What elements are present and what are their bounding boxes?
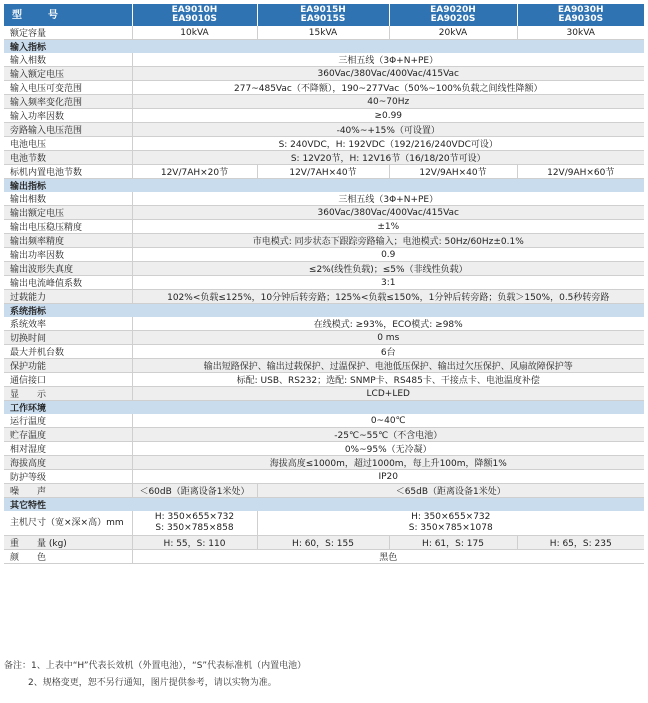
row-label: 运行温度 [4,414,132,428]
row-value [132,317,644,331]
model-header [132,4,257,26]
row-value [517,536,644,550]
row-value [132,26,257,40]
table-row [4,248,644,262]
row-value-text: 360Vac/380Vac/400Vac/415Vac [317,207,459,218]
table-row [4,234,644,248]
model-header-text: EA9030H EA9030S [557,5,604,24]
row-value [132,262,644,276]
row-value-text: 标配: USB、RS232；选配: SNMP卡、RS485卡、干接点卡、电池温度补偿 [236,376,540,386]
table-row [4,317,644,331]
row-value [132,53,644,67]
row-value-text: 0.9 [381,249,396,260]
row-label: 切换时间 [4,331,132,345]
row-value-text: H: 350×655×732 S: 350×785×858 [154,512,235,533]
table-row [4,26,644,40]
row-label: 显 示 [4,387,132,401]
row-value-text: 12V/7AH×20节 [160,168,229,178]
row-value-text: IP20 [378,471,399,482]
section-header [4,40,644,54]
table-row [4,137,644,151]
section-title: 系统指标 [4,304,644,318]
row-value-text: 102%<负载≤125%，10分钟后转旁路；125%<负载≤150%，1分钟后转旁路；负载＞150%，0.5秒转旁路 [167,293,610,303]
row-value [132,81,644,95]
row-value-text: 0 ms [377,332,400,343]
row-label: 海拔高度 [4,456,132,470]
row-label: 最大并机台数 [4,345,132,359]
row-value [257,165,389,179]
footnote-2: 2、规格变更，恕不另行通知，图片提供参考，请以实物为准。 [28,678,277,688]
row-value [132,428,644,442]
row-value-text: ±1% [377,221,400,232]
row-value-text: H: 61，S: 175 [422,539,484,549]
table-row [4,109,644,123]
row-label: 主机尺寸（宽×深×高）mm [4,511,132,536]
row-value-text: 277~485Vac（不降额），190~277Vac（50%~100%负载之间线性降额） [234,84,543,94]
section-header [4,304,644,318]
section-title: 其它特性 [4,498,644,512]
row-label: 重 量 (kg) [4,536,132,550]
row-value [132,192,644,206]
section-header [4,179,644,193]
row-value [132,331,644,345]
row-value-text: 6台 [380,348,396,358]
row-label: 输入功率因数 [4,109,132,123]
table-row [4,359,644,373]
section-header [4,498,644,512]
row-value-text: 12V/9AH×60节 [547,168,615,178]
row-value-text: 20kVA [438,27,468,38]
table-row [4,373,644,387]
table-row [4,345,644,359]
table-row [4,290,644,304]
row-label: 输入额定电压 [4,67,132,81]
model-header-text: EA9020H EA9020S [430,5,476,24]
row-value-text: 在线模式: ≥93%，ECO模式: ≥98% [313,320,463,330]
row-value [257,536,389,550]
row-value [132,345,644,359]
row-value [132,442,644,456]
row-value [132,234,644,248]
header-row [4,4,644,26]
row-label: 输出额定电压 [4,206,132,220]
row-value-text: 0~40℃ [370,415,406,426]
row-value-text: H: 65，S: 235 [549,539,612,549]
row-value-text: -40%~+15%（可设置） [336,126,440,136]
row-label: 电池电压 [4,137,132,151]
row-value [132,220,644,234]
row-value-text: 360Vac/380Vac/400Vac/415Vac [317,68,459,79]
row-value [132,359,644,373]
row-label: 输出频率精度 [4,234,132,248]
row-value [257,511,644,536]
table-row [4,276,644,290]
row-value-text: H: 60，S: 155 [292,539,354,549]
row-label: 系统效率 [4,317,132,331]
table-row [4,151,644,165]
model-header [389,4,517,26]
row-label: 标机内置电池节数 [4,165,132,179]
row-value-text: ≥0.99 [374,110,403,121]
table-row [4,511,644,536]
row-value [132,123,644,137]
table-row [4,536,644,550]
table-row [4,331,644,345]
row-value-text: 海拔高度≤1000m，超过1000m，每上升100m，降额1% [269,459,507,469]
row-value [132,206,644,220]
row-value [132,470,644,484]
row-value-text: 黑色 [379,553,398,563]
table-row [4,484,644,498]
table-row [4,442,644,456]
row-value [389,26,517,40]
row-value [132,414,644,428]
row-value-text: 12V/9AH×40节 [419,168,487,178]
row-label: 输出功率因数 [4,248,132,262]
row-value-text: H: 350×655×732 S: 350×785×1078 [408,512,493,533]
row-label: 输出相数 [4,192,132,206]
row-label: 颜 色 [4,550,132,564]
table-row [4,206,644,220]
row-value-text: 40~70Hz [367,96,410,107]
row-value [132,67,644,81]
row-label: 输出波形失真度 [4,262,132,276]
row-value-text: 0%~95%（无冷凝） [344,445,432,455]
row-label: 电池节数 [4,151,132,165]
row-label: 输入电压可变范围 [4,81,132,95]
row-value-text: S: 240VDC，H: 192VDC（192/216/240VDC可设） [278,140,498,150]
row-value-text: ≤2%(线性负载)；≤5%（非线性负载） [308,265,468,275]
section-title: 输入指标 [4,40,644,54]
row-value-text: 三相五线（3Φ+N+PE） [338,195,439,205]
row-value [132,109,644,123]
spec-table-body [4,4,644,564]
row-value [389,536,517,550]
row-label: 贮存温度 [4,428,132,442]
row-value [132,456,644,470]
row-label: 输入相数 [4,53,132,67]
section-header [4,401,644,415]
row-label: 输入频率变化范围 [4,95,132,109]
table-row [4,123,644,137]
row-value [132,484,257,498]
model-header-text: EA9010H EA9010S [171,5,218,24]
model-header-text: EA9015H EA9015S [300,5,346,24]
row-value [132,248,644,262]
row-value [389,165,517,179]
model-header [517,4,644,26]
row-value [132,137,644,151]
row-value-text: 三相五线（3Φ+N+PE） [338,56,439,66]
row-label: 保护功能 [4,359,132,373]
row-value [132,511,257,536]
row-value-text: 输出短路保护、输出过载保护、过温保护、电池低压保护、输出过欠压保护、风扇故障保护等 [203,362,573,372]
row-value [132,276,644,290]
table-row [4,95,644,109]
section-title: 工作环境 [4,401,644,415]
row-value [257,26,389,40]
row-value-text: 12V/7AH×40节 [289,168,357,178]
row-value-text: 市电模式: 同步状态下跟踪旁路输入；电池模式: 50Hz/60Hz±0.1% [252,237,524,247]
row-value [132,290,644,304]
table-row [4,67,644,81]
row-value-text: 30kVA [566,27,595,38]
row-value [517,165,644,179]
table-row [4,470,644,484]
model-header [257,4,389,26]
row-value [132,550,644,564]
spec-table [4,4,644,564]
row-value [132,151,644,165]
table-row [4,414,644,428]
row-label: 输出电压稳压精度 [4,220,132,234]
row-value-text: 15kVA [308,27,338,38]
row-value [132,373,644,387]
type-header: 型 号 [4,4,132,26]
row-value-text: S: 12V20节，H: 12V16节（16/18/20节可设） [290,154,486,164]
row-label: 通信接口 [4,373,132,387]
table-row [4,428,644,442]
row-value-text: -25℃~55℃（不含电池） [334,431,443,441]
row-value [132,387,644,401]
table-row [4,550,644,564]
table-row [4,81,644,95]
table-row [4,165,644,179]
table-row [4,456,644,470]
section-title: 输出指标 [4,179,644,193]
row-label: 防护等级 [4,470,132,484]
row-value [257,484,644,498]
row-value [517,26,644,40]
row-label: 旁路输入电压范围 [4,123,132,137]
row-label: 输出电流峰值系数 [4,276,132,290]
footnote-1: 备注：1、上表中“H”代表长效机（外置电池），“S”代表标准机（内置电池） [4,661,307,671]
row-value-text: 10kVA [180,27,209,38]
row-value [132,536,257,550]
row-value-text: 3:1 [381,277,396,288]
row-value-text: ＜65dB（距离设备1米处） [395,487,506,497]
row-label: 过载能力 [4,290,132,304]
row-value [132,95,644,109]
table-row [4,262,644,276]
row-value-text: LCD+LED [366,388,410,399]
row-value [132,165,257,179]
table-row [4,192,644,206]
table-row [4,220,644,234]
table-row [4,387,644,401]
row-value-text: ＜60dB（距离设备1米处） [139,487,250,497]
row-label: 额定容量 [4,26,132,40]
row-value-text: H: 55，S: 110 [163,539,226,549]
table-row [4,53,644,67]
row-label: 噪 声 [4,484,132,498]
row-label: 相对湿度 [4,442,132,456]
